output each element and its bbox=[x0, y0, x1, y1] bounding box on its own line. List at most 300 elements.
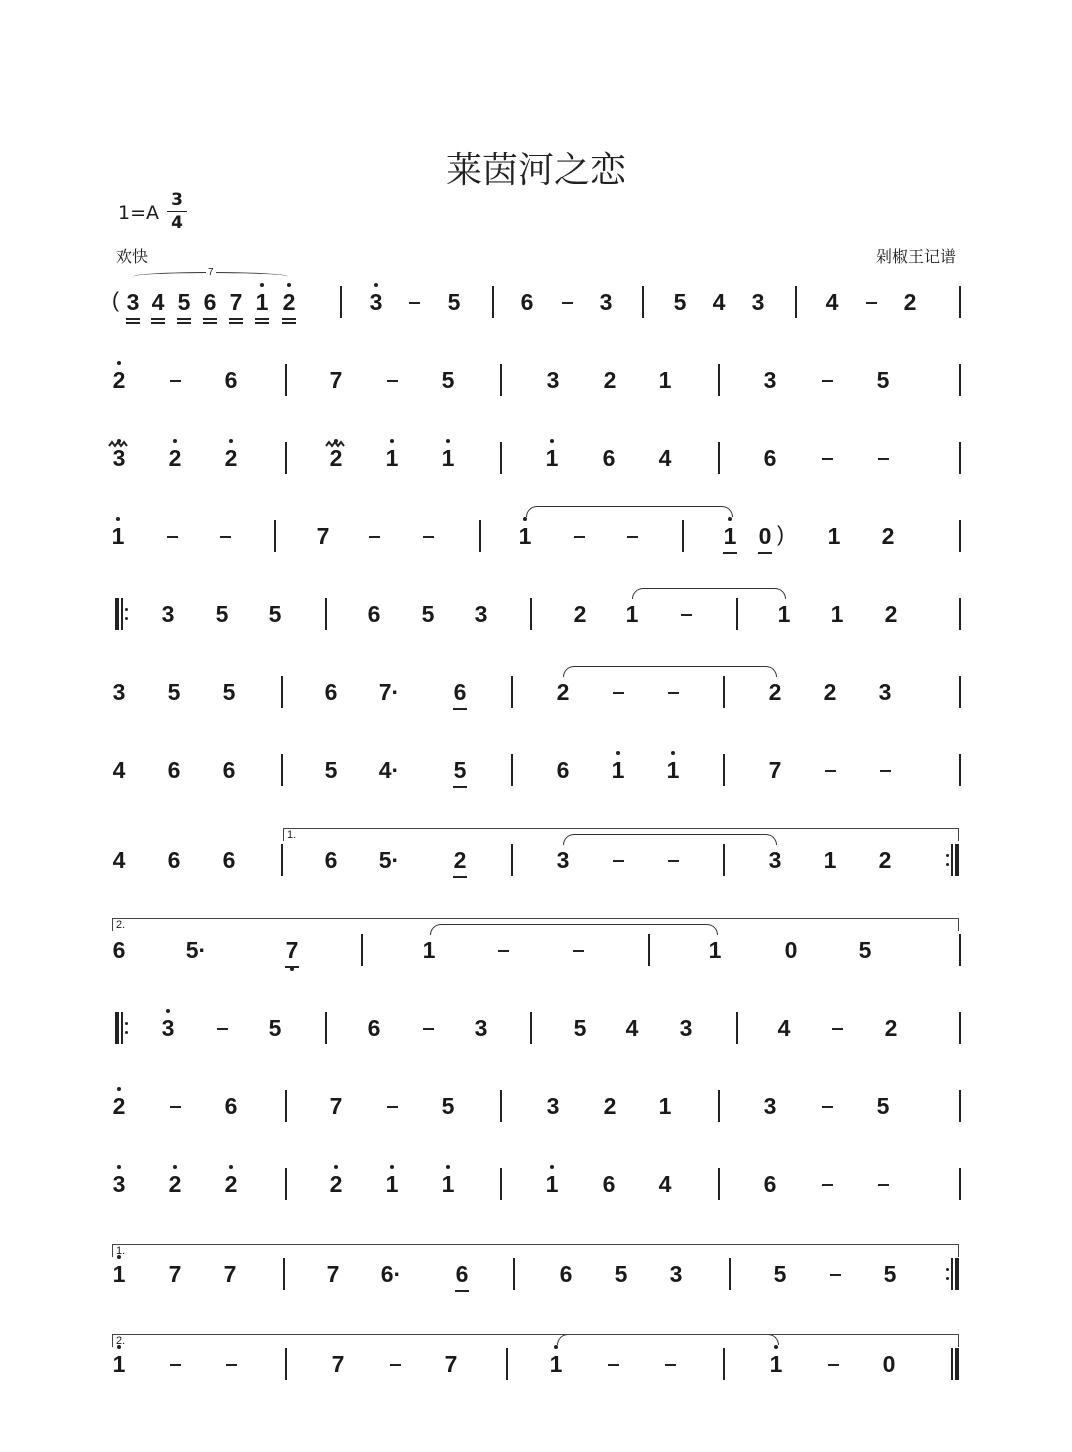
sustain-dash bbox=[387, 380, 398, 382]
underline-beam-2 bbox=[203, 322, 217, 324]
note bbox=[447, 679, 473, 705]
note-digit: 3 bbox=[546, 367, 560, 393]
note bbox=[870, 1093, 896, 1119]
bar-line bbox=[959, 676, 961, 708]
note bbox=[361, 1015, 387, 1041]
note bbox=[120, 289, 146, 315]
note-digit: 1 bbox=[708, 937, 722, 963]
sustain-dash bbox=[830, 1274, 841, 1276]
repeat-thin-line bbox=[951, 1348, 953, 1380]
high-octave-dot bbox=[117, 1165, 121, 1169]
repeat-dot bbox=[125, 608, 128, 611]
sustain-dash bbox=[390, 1364, 401, 1366]
note bbox=[323, 445, 349, 471]
bar-line bbox=[723, 844, 725, 876]
note bbox=[323, 1171, 349, 1197]
bar-line bbox=[500, 442, 502, 474]
note bbox=[162, 445, 188, 471]
note-digit: 5 bbox=[883, 1261, 897, 1287]
bar-line bbox=[959, 1168, 961, 1200]
repeat-thin-line bbox=[951, 1258, 953, 1290]
note-digit: 3 bbox=[599, 289, 613, 315]
repeat-thin-line bbox=[121, 1012, 123, 1044]
tie-arc bbox=[526, 506, 733, 517]
note bbox=[318, 757, 344, 783]
repeat-end-sign bbox=[946, 1258, 960, 1290]
note-digit: 5 bbox=[324, 757, 338, 783]
note-digit: 1 bbox=[658, 1093, 672, 1119]
note bbox=[550, 847, 576, 873]
note-digit: 1 bbox=[441, 1171, 455, 1197]
note bbox=[605, 757, 631, 783]
note-digit: 2 bbox=[453, 847, 467, 873]
note bbox=[361, 601, 387, 627]
high-octave-dot bbox=[446, 1165, 450, 1169]
bar-line bbox=[718, 1090, 720, 1122]
note bbox=[757, 1093, 783, 1119]
note bbox=[540, 1093, 566, 1119]
repeat-dot bbox=[125, 1022, 128, 1025]
parenthesis: ) bbox=[777, 523, 784, 546]
note bbox=[540, 367, 566, 393]
note-digit: 2 bbox=[112, 367, 126, 393]
row-13 bbox=[0, 1256, 1072, 1316]
note-digit: 1 bbox=[422, 937, 436, 963]
note-digit: 6 bbox=[367, 601, 381, 627]
note bbox=[310, 523, 336, 549]
sustain-dash bbox=[167, 536, 178, 538]
underline-beam bbox=[126, 318, 140, 320]
note-digit: 3 bbox=[669, 1261, 683, 1287]
note bbox=[161, 679, 187, 705]
repeat-dot bbox=[946, 1268, 949, 1271]
note-digit: 6 bbox=[324, 679, 338, 705]
underline-beam-2 bbox=[282, 322, 296, 324]
sustain-dash bbox=[613, 860, 624, 862]
note bbox=[872, 847, 898, 873]
note bbox=[876, 1351, 902, 1377]
note bbox=[217, 1261, 243, 1287]
sustain-dash bbox=[825, 770, 836, 772]
note bbox=[717, 523, 743, 549]
note-digit: 1 bbox=[625, 601, 639, 627]
underline-beam bbox=[723, 552, 737, 554]
note-digit: 2 bbox=[112, 1093, 126, 1119]
note bbox=[745, 289, 771, 315]
note bbox=[435, 445, 461, 471]
bar-line bbox=[285, 364, 287, 396]
note-digit: 6 bbox=[520, 289, 534, 315]
note bbox=[870, 367, 896, 393]
underline-beam bbox=[285, 966, 299, 968]
song-title: 莱茵河之恋 bbox=[445, 150, 626, 191]
note-digit: 7 bbox=[768, 757, 782, 783]
note bbox=[663, 1261, 689, 1287]
note bbox=[757, 1171, 783, 1197]
sustain-dash bbox=[409, 302, 420, 304]
note-digit: 2 bbox=[603, 367, 617, 393]
repeat-thin-line bbox=[121, 598, 123, 630]
note-digit: 7 bbox=[329, 1093, 343, 1119]
high-octave-dot bbox=[334, 1165, 338, 1169]
sustain-dash bbox=[423, 536, 434, 538]
bar-line bbox=[718, 1168, 720, 1200]
bar-line bbox=[283, 1258, 285, 1290]
high-octave-dot bbox=[616, 751, 620, 755]
note bbox=[320, 1261, 346, 1287]
bar-line bbox=[281, 844, 283, 876]
note bbox=[597, 1093, 623, 1119]
note-digit: 3 bbox=[112, 1171, 126, 1197]
high-octave-dot bbox=[166, 1009, 170, 1013]
note bbox=[106, 679, 132, 705]
underline-beam bbox=[151, 318, 165, 320]
note bbox=[878, 1015, 904, 1041]
bar-line bbox=[492, 286, 494, 318]
note-digit: 7 bbox=[331, 1351, 345, 1377]
note-digit: 5 bbox=[858, 937, 872, 963]
volta-bracket bbox=[112, 1334, 959, 1347]
note bbox=[763, 1351, 789, 1377]
sustain-dash bbox=[217, 1028, 228, 1030]
note bbox=[771, 601, 797, 627]
note bbox=[106, 1171, 132, 1197]
repeat-thick-line bbox=[955, 1348, 959, 1380]
note bbox=[878, 601, 904, 627]
sustain-dash bbox=[822, 458, 833, 460]
sustain-dash bbox=[822, 1184, 833, 1186]
note bbox=[702, 937, 728, 963]
sustain-dash bbox=[226, 1364, 237, 1366]
high-octave-dot bbox=[523, 517, 527, 521]
note bbox=[106, 757, 132, 783]
note-digit: 3 bbox=[112, 679, 126, 705]
bar-line bbox=[281, 754, 283, 786]
note bbox=[539, 1171, 565, 1197]
bar-line bbox=[959, 442, 961, 474]
volta-label: 2. bbox=[116, 919, 126, 931]
note-digit: 6 bbox=[203, 289, 217, 315]
underline-beam bbox=[229, 318, 243, 320]
note bbox=[596, 1171, 622, 1197]
note-digit: 1 bbox=[723, 523, 737, 549]
note bbox=[276, 289, 302, 315]
bar-line bbox=[479, 520, 481, 552]
note bbox=[897, 289, 923, 315]
sustain-dash bbox=[613, 692, 624, 694]
note bbox=[162, 1261, 188, 1287]
note bbox=[619, 1015, 645, 1041]
note bbox=[363, 289, 389, 315]
note-digit: 1 bbox=[658, 367, 672, 393]
note bbox=[218, 1171, 244, 1197]
note-digit: 6 bbox=[763, 1171, 777, 1197]
row-11 bbox=[0, 1088, 1072, 1148]
note-digit: 2 bbox=[329, 1171, 343, 1197]
note bbox=[216, 757, 242, 783]
row-6 bbox=[0, 674, 1072, 734]
time-denominator: 4 bbox=[171, 213, 183, 233]
note-digit: 2 bbox=[603, 1093, 617, 1119]
underline-beam-2 bbox=[229, 322, 243, 324]
note bbox=[183, 937, 209, 963]
note bbox=[279, 937, 305, 963]
note-digit: 1 bbox=[385, 1171, 399, 1197]
parenthesis: ( bbox=[112, 289, 119, 312]
note-digit: 3 bbox=[768, 847, 782, 873]
underline-beam bbox=[455, 1290, 469, 1292]
sustain-dash bbox=[668, 860, 679, 862]
note-digit: 6 bbox=[167, 757, 181, 783]
sustain-dash bbox=[170, 380, 181, 382]
note-digit: 5 bbox=[441, 1093, 455, 1119]
bar-line bbox=[325, 1012, 327, 1044]
note bbox=[468, 1015, 494, 1041]
repeat-dot bbox=[125, 1031, 128, 1034]
bar-line bbox=[736, 1012, 738, 1044]
note-digit: 2 bbox=[168, 445, 182, 471]
high-octave-dot bbox=[550, 1165, 554, 1169]
bar-line bbox=[513, 1258, 515, 1290]
note bbox=[435, 367, 461, 393]
volta-label: 2. bbox=[116, 1335, 126, 1347]
note-digit: 2 bbox=[768, 679, 782, 705]
high-octave-dot bbox=[117, 1087, 121, 1091]
note-digit: 0 bbox=[784, 937, 798, 963]
note-digit: 5 bbox=[215, 601, 229, 627]
bar-line bbox=[285, 1090, 287, 1122]
bar-line bbox=[530, 1012, 532, 1044]
sustain-dash bbox=[822, 1106, 833, 1108]
row-9 bbox=[0, 932, 1072, 992]
note bbox=[762, 757, 788, 783]
trill-ornament-icon bbox=[108, 427, 130, 435]
repeat-dot bbox=[125, 617, 128, 620]
intro-row bbox=[0, 284, 1072, 344]
sustain-dash bbox=[627, 536, 638, 538]
bar-line bbox=[723, 754, 725, 786]
note-digit: 2 bbox=[329, 445, 343, 471]
row-7 bbox=[0, 752, 1072, 812]
row-5 bbox=[0, 596, 1072, 656]
row-8 bbox=[0, 842, 1072, 902]
note bbox=[652, 445, 678, 471]
note-digit: 6 bbox=[453, 679, 467, 705]
sustain-dash bbox=[220, 536, 231, 538]
bar-line bbox=[511, 676, 513, 708]
note-digit: 5 bbox=[167, 679, 181, 705]
row-3 bbox=[0, 440, 1072, 500]
note bbox=[441, 289, 467, 315]
bar-line bbox=[274, 520, 276, 552]
repeat-thin-line bbox=[951, 844, 953, 876]
note bbox=[106, 445, 132, 471]
note-digit: 7 bbox=[223, 1261, 237, 1287]
note-digit: 3 bbox=[474, 1015, 488, 1041]
note bbox=[161, 757, 187, 783]
note-digit: 6 bbox=[222, 847, 236, 873]
bar-line bbox=[530, 598, 532, 630]
note-digit: 7 bbox=[316, 523, 330, 549]
bar-line bbox=[281, 676, 283, 708]
note-digit: 1 bbox=[545, 1171, 559, 1197]
note-digit: 5· bbox=[185, 937, 207, 963]
note-digit: 0 bbox=[882, 1351, 896, 1377]
sustain-dash bbox=[665, 1364, 676, 1366]
note-digit: 5 bbox=[876, 1093, 890, 1119]
note-digit: 6 bbox=[367, 1015, 381, 1041]
repeat-end-sign bbox=[946, 844, 960, 876]
note bbox=[218, 445, 244, 471]
sustain-dash bbox=[668, 692, 679, 694]
sustain-dash bbox=[387, 1106, 398, 1108]
repeat-dot bbox=[946, 1277, 949, 1280]
note-digit: 4 bbox=[658, 1171, 672, 1197]
bar-line bbox=[648, 934, 650, 966]
note bbox=[379, 1171, 405, 1197]
note bbox=[323, 1093, 349, 1119]
underline-beam bbox=[282, 318, 296, 320]
note-digit: 6 bbox=[167, 847, 181, 873]
note-digit: 3 bbox=[161, 1015, 175, 1041]
note bbox=[209, 601, 235, 627]
bar-line bbox=[682, 520, 684, 552]
note-digit: 6 bbox=[455, 1261, 469, 1287]
high-octave-dot bbox=[550, 439, 554, 443]
note bbox=[223, 289, 249, 315]
high-octave-dot bbox=[390, 439, 394, 443]
sustain-dash bbox=[574, 536, 585, 538]
bar-line bbox=[959, 934, 961, 966]
note bbox=[447, 847, 473, 873]
row-14 bbox=[0, 1346, 1072, 1406]
note bbox=[875, 523, 901, 549]
note bbox=[821, 523, 847, 549]
note-digit: 1 bbox=[769, 1351, 783, 1377]
note-digit: 3 bbox=[161, 601, 175, 627]
note bbox=[660, 757, 686, 783]
note bbox=[218, 1093, 244, 1119]
note bbox=[145, 289, 171, 315]
note bbox=[608, 1261, 634, 1287]
repeat-start-sign bbox=[115, 1012, 129, 1044]
sustain-dash bbox=[498, 950, 509, 952]
high-octave-dot bbox=[173, 439, 177, 443]
note bbox=[106, 1093, 132, 1119]
note bbox=[435, 1171, 461, 1197]
underline-beam bbox=[177, 318, 191, 320]
note bbox=[752, 523, 778, 549]
repeat-thick-line bbox=[115, 598, 119, 630]
sustain-dash bbox=[880, 770, 891, 772]
note bbox=[379, 445, 405, 471]
bar-line bbox=[511, 754, 513, 786]
note-digit: 7 bbox=[329, 367, 343, 393]
note-digit: 3 bbox=[556, 847, 570, 873]
note-digit: 1 bbox=[111, 523, 125, 549]
note-digit: 4 bbox=[658, 445, 672, 471]
repeat-dot bbox=[946, 854, 949, 857]
note-digit: 2 bbox=[881, 523, 895, 549]
bar-line bbox=[285, 1168, 287, 1200]
note-digit: 6 bbox=[559, 1261, 573, 1287]
note-digit: 5· bbox=[378, 847, 400, 873]
note-digit: 1 bbox=[112, 1261, 126, 1287]
repeat-thick-line bbox=[115, 1012, 119, 1044]
note bbox=[824, 601, 850, 627]
note bbox=[543, 1351, 569, 1377]
note bbox=[171, 289, 197, 315]
note bbox=[438, 1351, 464, 1377]
note bbox=[771, 1015, 797, 1041]
note-digit: 4 bbox=[112, 757, 126, 783]
note bbox=[757, 367, 783, 393]
note bbox=[673, 1015, 699, 1041]
note bbox=[550, 679, 576, 705]
high-octave-dot bbox=[260, 283, 264, 287]
high-octave-dot bbox=[374, 283, 378, 287]
sustain-dash bbox=[828, 1364, 839, 1366]
note bbox=[447, 757, 473, 783]
note bbox=[106, 1261, 132, 1287]
note bbox=[819, 289, 845, 315]
note-digit: 6 bbox=[112, 937, 126, 963]
note bbox=[106, 847, 132, 873]
note-digit: 4 bbox=[112, 847, 126, 873]
bar-line bbox=[959, 520, 961, 552]
bar-line bbox=[718, 442, 720, 474]
note bbox=[767, 1261, 793, 1287]
note-digit: 5 bbox=[268, 1015, 282, 1041]
note-digit: 3 bbox=[763, 1093, 777, 1119]
note bbox=[161, 847, 187, 873]
note bbox=[435, 1093, 461, 1119]
note bbox=[553, 1261, 579, 1287]
high-octave-dot bbox=[390, 1165, 394, 1169]
note-digit: 1 bbox=[112, 1351, 126, 1377]
note-digit: 2 bbox=[556, 679, 570, 705]
bar-line bbox=[729, 1258, 731, 1290]
bar-line bbox=[500, 1090, 502, 1122]
time-signature bbox=[167, 190, 187, 233]
note bbox=[567, 1015, 593, 1041]
note-digit: 5 bbox=[421, 601, 435, 627]
note-digit: 5 bbox=[614, 1261, 628, 1287]
underline-beam bbox=[758, 552, 772, 554]
time-signature-line bbox=[167, 211, 187, 212]
note bbox=[378, 1261, 404, 1287]
note-digit: 5 bbox=[876, 367, 890, 393]
underline-beam-2 bbox=[126, 322, 140, 324]
note bbox=[106, 367, 132, 393]
note bbox=[514, 289, 540, 315]
high-octave-dot bbox=[117, 361, 121, 365]
note bbox=[416, 937, 442, 963]
high-octave-dot bbox=[287, 283, 291, 287]
note bbox=[852, 937, 878, 963]
note-digit: 5 bbox=[453, 757, 467, 783]
note-digit: 3 bbox=[369, 289, 383, 315]
note bbox=[162, 1171, 188, 1197]
note bbox=[449, 1261, 475, 1287]
note-digit: 2 bbox=[168, 1171, 182, 1197]
high-octave-dot bbox=[116, 517, 120, 521]
row-4 bbox=[0, 518, 1072, 578]
note-digit: 7 bbox=[168, 1261, 182, 1287]
sustain-dash bbox=[170, 1106, 181, 1108]
note bbox=[877, 1261, 903, 1287]
note bbox=[216, 679, 242, 705]
